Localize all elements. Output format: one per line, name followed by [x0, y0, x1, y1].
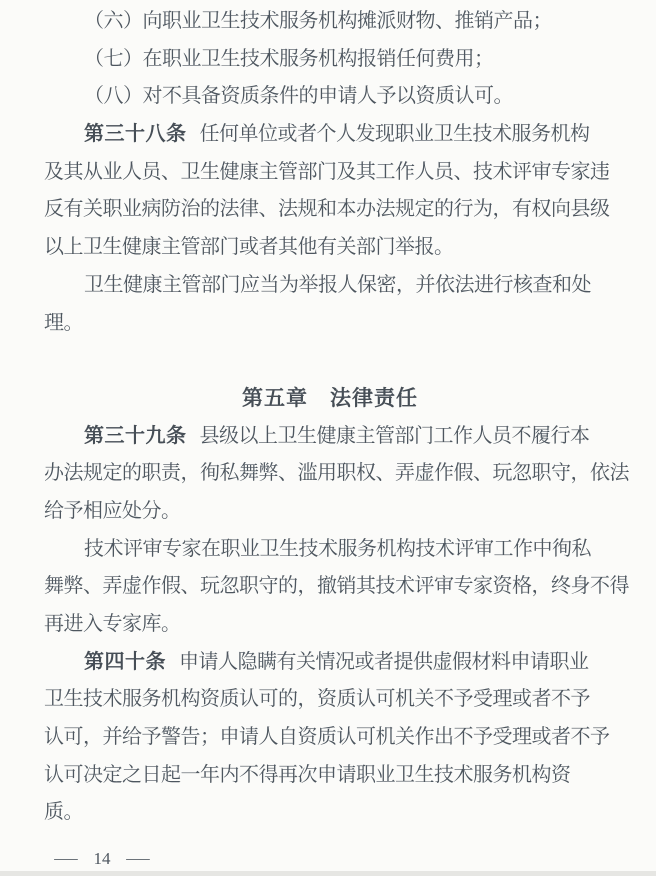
page-number-left-dash: —	[54, 848, 78, 868]
text-line	[44, 116, 616, 154]
text-line	[44, 191, 616, 229]
page-number-right-dash: —	[126, 848, 150, 868]
chapter-heading-text: 第五章 法律责任	[242, 386, 418, 410]
line-text: 给予相应处分。	[44, 499, 181, 522]
text-line	[44, 493, 616, 531]
scan-bottom-edge	[0, 871, 656, 876]
line-text: 卫生技术服务机构资质认可的，资质认可机关不予受理或者不予	[44, 688, 590, 711]
article-number: 第三十八条	[84, 123, 187, 146]
line-text: 技术评审专家在职业卫生技术服务机构技术评审工作中徇私	[84, 537, 591, 560]
line-text: 任何单位或者个人发现职业卫生技术服务机构	[199, 123, 590, 146]
text-line	[44, 154, 616, 192]
line-text: 以上卫生健康主管部门或者其他有关部门举报。	[44, 236, 454, 259]
document-body	[44, 3, 629, 832]
line-text: 卫生健康主管部门应当为举报人保密，并依法进行核查和处	[84, 273, 591, 296]
line-text: 质。	[44, 801, 83, 824]
text-line	[44, 719, 616, 757]
line-text: 及其从业人员、卫生健康主管部门及其工作人员、技术评审专家违	[44, 160, 610, 183]
line-text: 认可决定之日起一年内不得再次申请职业卫生技术服务机构资	[44, 763, 571, 786]
text-line	[44, 757, 616, 795]
text-line	[44, 229, 616, 267]
text-line	[44, 455, 629, 493]
text-line	[44, 3, 616, 41]
text-line	[44, 41, 616, 79]
line-text: 理。	[44, 311, 83, 334]
line-text: 再进入专家库。	[44, 613, 181, 635]
line-text: 舞弊、弄虚作假、玩忽职守的，撤销其技术评审专家资格，终身不得	[44, 575, 629, 598]
line-text: 反有关职业病防治的法律、法规和本办法规定的行为，有权向县级	[44, 198, 610, 221]
page-number-value: 14	[93, 849, 111, 868]
text-line	[44, 568, 629, 606]
line-text: （八）对不具备资质条件的申请人予以资质认可。	[84, 85, 513, 108]
line-text: 申请人隐瞒有关情况或者提供虚假材料申请职业	[179, 650, 589, 673]
text-line	[44, 794, 616, 832]
line-text: 县级以上卫生健康主管部门工作人员不履行本	[199, 424, 590, 447]
page-number	[54, 846, 150, 870]
text-line	[44, 644, 616, 682]
article-number: 第四十条	[84, 650, 166, 673]
text-line	[44, 418, 616, 456]
line-text: 办法规定的职责，徇私舞弊、滥用职权、弄虚作假、玩忽职守，依法	[44, 462, 629, 485]
chapter-heading	[44, 380, 616, 418]
article-number: 第三十九条	[84, 424, 187, 447]
text-line	[44, 267, 616, 305]
text-line	[44, 531, 616, 569]
text-line	[44, 78, 616, 116]
text-line	[44, 606, 616, 644]
text-line	[44, 305, 616, 343]
line-text: 认可，并给予警告；申请人自资质认可机关作出不予受理或者不予	[44, 726, 610, 749]
line-text: （七）在职业卫生技术服务机构报销任何费用；	[84, 47, 494, 70]
text-line	[44, 681, 616, 719]
line-text: （六）向职业卫生技术服务机构摊派财物、推销产品；	[84, 10, 552, 32]
